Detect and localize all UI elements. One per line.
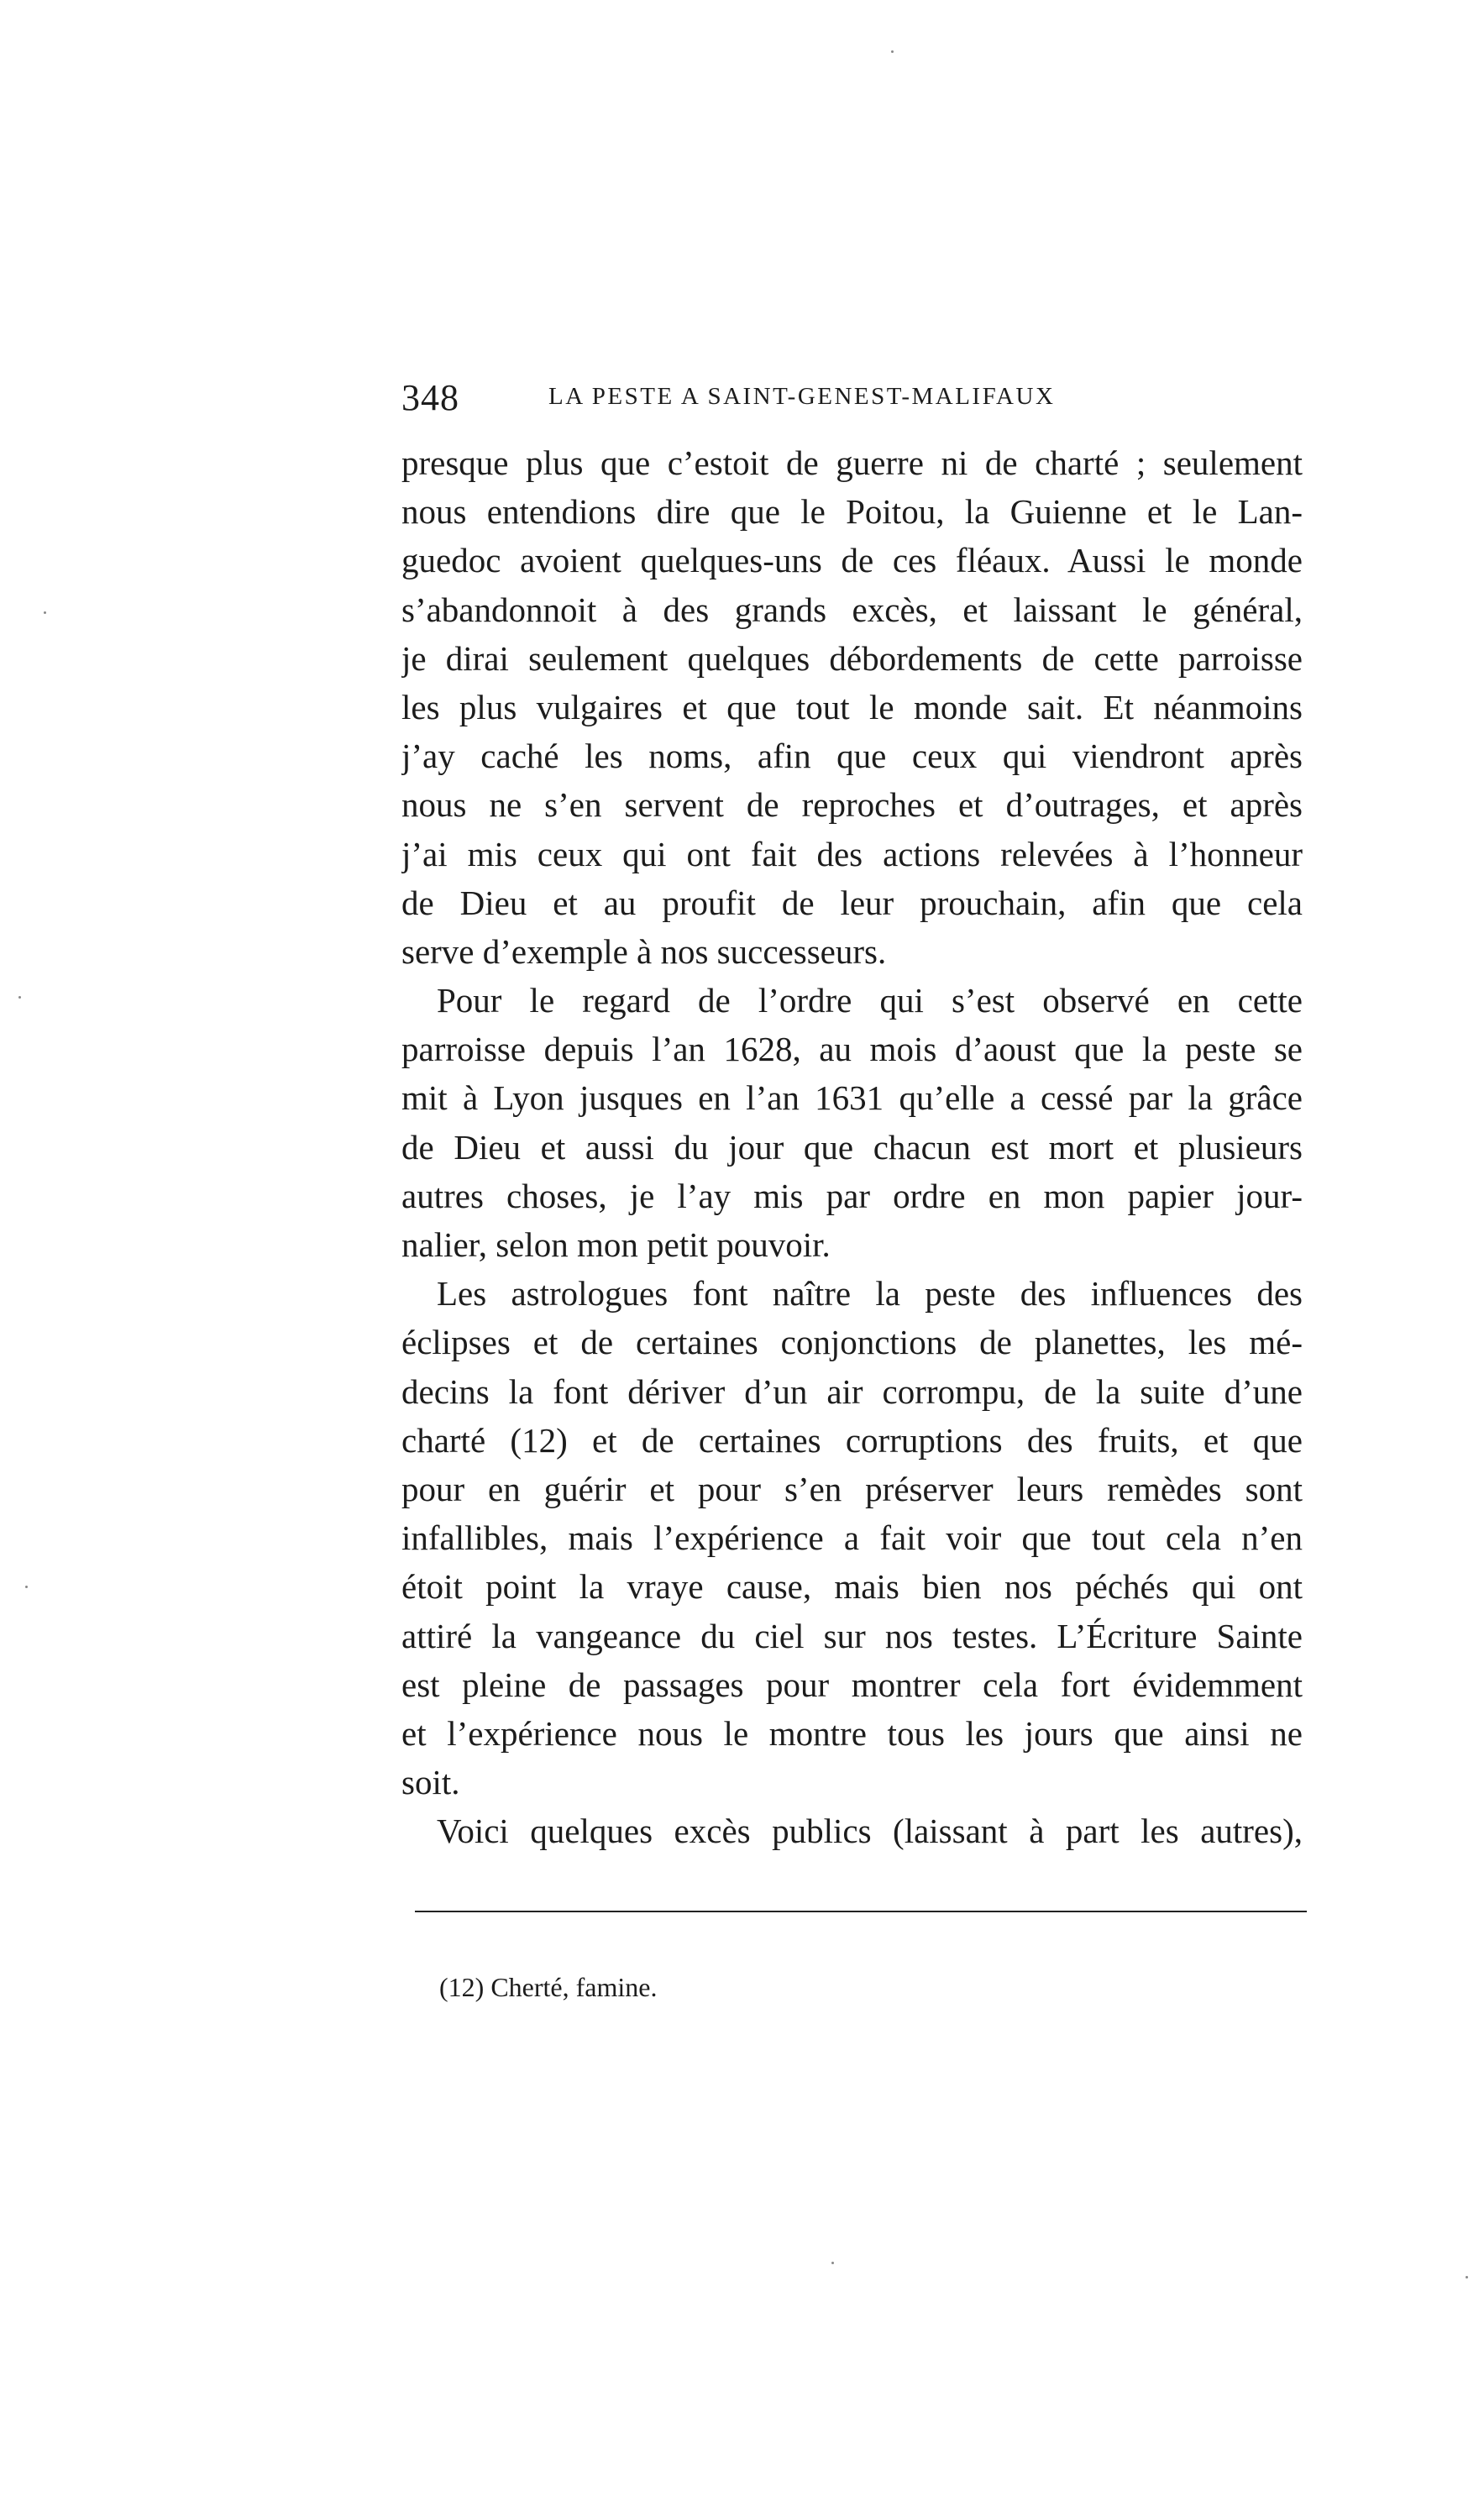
text-line: Les astrologues font naître la peste des influences des <box>437 1274 1303 1314</box>
text-line: les plus vulgaires et que tout le monde sait. Et néanmoins <box>401 687 1303 726</box>
text-line: Voici quelques excès publics (laissant à part les autres), <box>437 1812 1303 1851</box>
footnote-divider <box>415 1911 1307 1912</box>
text-line: je dirai seulement quelques débordements de cette parroisse <box>401 638 1303 678</box>
text-line: attiré la vangeance du ciel sur nos testes. L’Écriture Sainte <box>401 1616 1303 1655</box>
text-line: j’ai mis ceux qui ont fait des actions relevées à l’honneur <box>401 834 1303 873</box>
text-line: et l’expérience nous le montre tous les jours que ainsi ne <box>401 1713 1303 1753</box>
text-line: guedoc avoient quelques-uns de ces fléaux. Aussi le monde <box>401 541 1303 580</box>
text-line: s’abandonnoit à des grands excès, et laissant le général, <box>401 590 1303 629</box>
running-head: LA PESTE A SAINT-GENEST-MALIFAUX <box>548 383 1056 410</box>
text-line: pour en guérir et pour s’en préserver leurs remèdes sont <box>401 1469 1303 1508</box>
text-line: de Dieu et au proufit de leur prouchain, afin que cela <box>401 883 1303 922</box>
text-line: infallibles, mais l’expérience a fait voir que tout cela n’en <box>401 1518 1303 1558</box>
paper-speck <box>25 1586 28 1588</box>
text-line: est pleine de passages pour montrer cela fort évidemment <box>401 1665 1303 1704</box>
paper-speck <box>1466 2276 1468 2278</box>
text-line: presque plus que c’estoit de guerre ni de charté ; seulement <box>401 443 1303 482</box>
text-line: autres choses, je l’ay mis par ordre en mon papier jour- <box>401 1176 1303 1215</box>
text-line: de Dieu et aussi du jour que chacun est mort et plusieurs <box>401 1127 1303 1167</box>
text-line: decins la font dériver d’un air corrompu, de la suite d’une <box>401 1371 1303 1411</box>
paper-speck <box>18 996 21 999</box>
text-line: étoit point la vraye cause, mais bien nos péchés qui ont <box>401 1567 1303 1607</box>
paper-speck <box>831 2262 834 2264</box>
text-line: éclipses et de certaines conjonctions de planettes, les mé- <box>401 1323 1303 1362</box>
paragraph-4 <box>401 1806 1303 1855</box>
paper-speck <box>44 611 46 614</box>
paragraph-3 <box>401 1269 1303 1806</box>
text-line: mit à Lyon jusques en l’an 1631 qu’elle a cessé par la grâce <box>401 1078 1303 1118</box>
text-line: j’ay caché les noms, afin que ceux qui viendront après <box>401 737 1303 776</box>
text-line: charté (12) et de certaines corruptions des fruits, et que <box>401 1420 1303 1460</box>
page-header <box>401 376 1308 427</box>
text-line: nous ne s’en servent de reproches et d’outrages, et après <box>401 785 1303 825</box>
page-number: 348 <box>401 377 459 418</box>
paragraph-1 <box>401 438 1303 976</box>
paragraph-2 <box>401 976 1303 1269</box>
paper-speck <box>891 50 894 53</box>
text-line: serve d’exemple à nos successeurs. <box>401 931 887 971</box>
text-line: nalier, selon mon petit pouvoir. <box>401 1225 831 1264</box>
text-line: Pour le regard de l’ordre qui s’est observé en cette <box>437 981 1303 1020</box>
text-line: parroisse depuis l’an 1628, au mois d’aoust que la peste se <box>401 1030 1303 1069</box>
text-line: nous entendions dire que le Poitou, la Guienne et le Lan- <box>401 492 1303 532</box>
footnote: (12) Cherté, famine. <box>439 1972 658 2002</box>
text-line: soit. <box>401 1763 460 1802</box>
body-text <box>401 438 1303 1855</box>
